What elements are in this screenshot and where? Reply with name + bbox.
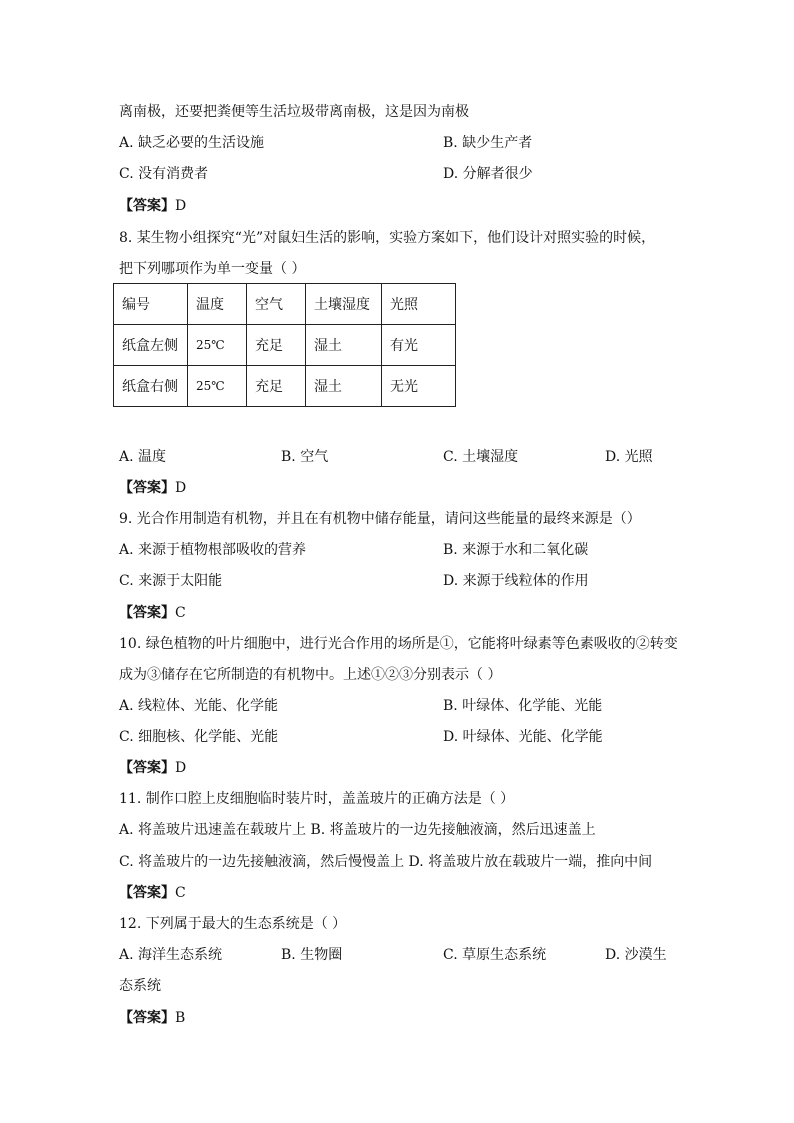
q9-option-a: A. 来源于植物根部吸收的营养 <box>119 542 307 558</box>
answer-tag: 【答案】 <box>119 885 175 901</box>
table-cell: 25℃ <box>188 366 247 407</box>
table-cell: 有光 <box>382 325 456 366</box>
q12-option-a: A. 海洋生态系统 <box>119 947 223 963</box>
table-cell: 纸盒右侧 <box>114 366 188 407</box>
table-cell: 充足 <box>247 366 306 407</box>
q12-option-d: D. 沙漠生 <box>605 947 667 963</box>
table-header-cell: 温度 <box>188 284 247 325</box>
question-10-stem-line1: 10. 绿色植物的叶片细胞中，进行光合作用的场所是①，它能将叶绿素等色素吸收的②转变 <box>119 636 678 652</box>
answer-tag: 【答案】 <box>119 198 175 214</box>
table-header-cell: 土壤湿度 <box>306 284 382 325</box>
q9-option-b: B. 来源于水和二氧化碳 <box>443 542 589 558</box>
question-10-stem-line2: 成为③储存在它所制造的有机物中。上述①②③分别表示（ ） <box>119 667 502 683</box>
answer-tag: 【答案】 <box>119 760 175 776</box>
answer-value: B <box>175 1010 186 1026</box>
answer-value: D <box>175 480 187 496</box>
q10-option-a: A. 线粒体、光能、化学能 <box>119 698 279 714</box>
q7-answer <box>119 196 186 216</box>
table-row <box>114 325 456 366</box>
question-9-stem: 9. 光合作用制造有机物，并且在有机物中储存能量，请问这些能量的最终来源是（） <box>119 511 641 527</box>
table-cell: 湿土 <box>306 325 382 366</box>
table-header-cell: 编号 <box>114 284 188 325</box>
q12-answer <box>119 1008 185 1028</box>
question-7-stem-tail: 离南极，还要把粪便等生活垃圾带离南极，这是因为南极 <box>119 104 469 120</box>
q12-option-d-wrap: 态系统 <box>119 978 161 994</box>
table-cell: 湿土 <box>306 366 382 407</box>
table-cell: 充足 <box>247 325 306 366</box>
table-cell: 无光 <box>382 366 456 407</box>
question-8-stem-line1: 8. 某生物小组探究“光”对鼠妇生活的影响，实验方案如下，他们设计对照实验的时候， <box>119 230 656 246</box>
answer-tag: 【答案】 <box>119 480 175 496</box>
answer-tag: 【答案】 <box>119 1010 175 1026</box>
q10-option-c: C. 细胞核、化学能、光能 <box>119 729 279 745</box>
q8-option-b: B. 空气 <box>281 449 329 465</box>
q7-option-a: A. 缺乏必要的生活设施 <box>119 135 265 151</box>
table-header-row <box>114 284 456 325</box>
q11-options-line1: A. 将盖玻片迅速盖在载玻片上 B. 将盖玻片的一边先接触液滴，然后迅速盖上 <box>119 822 596 838</box>
question-8-stem-line2: 把下列哪项作为单一变量（ ） <box>119 261 306 277</box>
question-12-stem: 12. 下列属于最大的生态系统是（ ） <box>119 916 347 932</box>
q12-option-b: B. 生物圈 <box>281 947 343 963</box>
q7-option-b: B. 缺少生产者 <box>443 135 533 151</box>
answer-value: C <box>175 605 186 621</box>
answer-value: D <box>175 760 187 776</box>
q10-option-b: B. 叶绿体、化学能、光能 <box>443 698 603 714</box>
table-cell: 25℃ <box>188 325 247 366</box>
q9-option-d: D. 来源于线粒体的作用 <box>443 573 589 589</box>
table-cell: 纸盒左侧 <box>114 325 188 366</box>
q8-option-d: D. 光照 <box>605 449 653 465</box>
q9-answer <box>119 603 186 623</box>
answer-tag: 【答案】 <box>119 605 175 621</box>
q10-option-d: D. 叶绿体、光能、化学能 <box>443 729 603 745</box>
q7-option-c: C. 没有消费者 <box>119 166 209 182</box>
q8-option-a: A. 温度 <box>119 449 167 465</box>
q8-option-c: C. 土壤湿度 <box>443 449 519 465</box>
question-11-stem: 11. 制作口腔上皮细胞临时装片时，盖盖玻片的正确方法是（ ） <box>119 791 515 807</box>
table-row <box>114 366 456 407</box>
q7-option-d: D. 分解者很少 <box>443 166 533 182</box>
table-header-cell: 空气 <box>247 284 306 325</box>
answer-value: C <box>175 885 186 901</box>
q8-answer <box>119 478 186 498</box>
q11-answer <box>119 883 186 903</box>
experiment-table <box>113 283 456 407</box>
q10-answer <box>119 758 186 778</box>
q11-options-line2: C. 将盖玻片的一边先接触液滴，然后慢慢盖上 D. 将盖玻片放在载玻片一端，推向中间 <box>119 854 653 870</box>
q12-option-c: C. 草原生态系统 <box>443 947 547 963</box>
answer-value: D <box>175 198 187 214</box>
q9-option-c: C. 来源于太阳能 <box>119 573 223 589</box>
table-header-cell: 光照 <box>382 284 456 325</box>
